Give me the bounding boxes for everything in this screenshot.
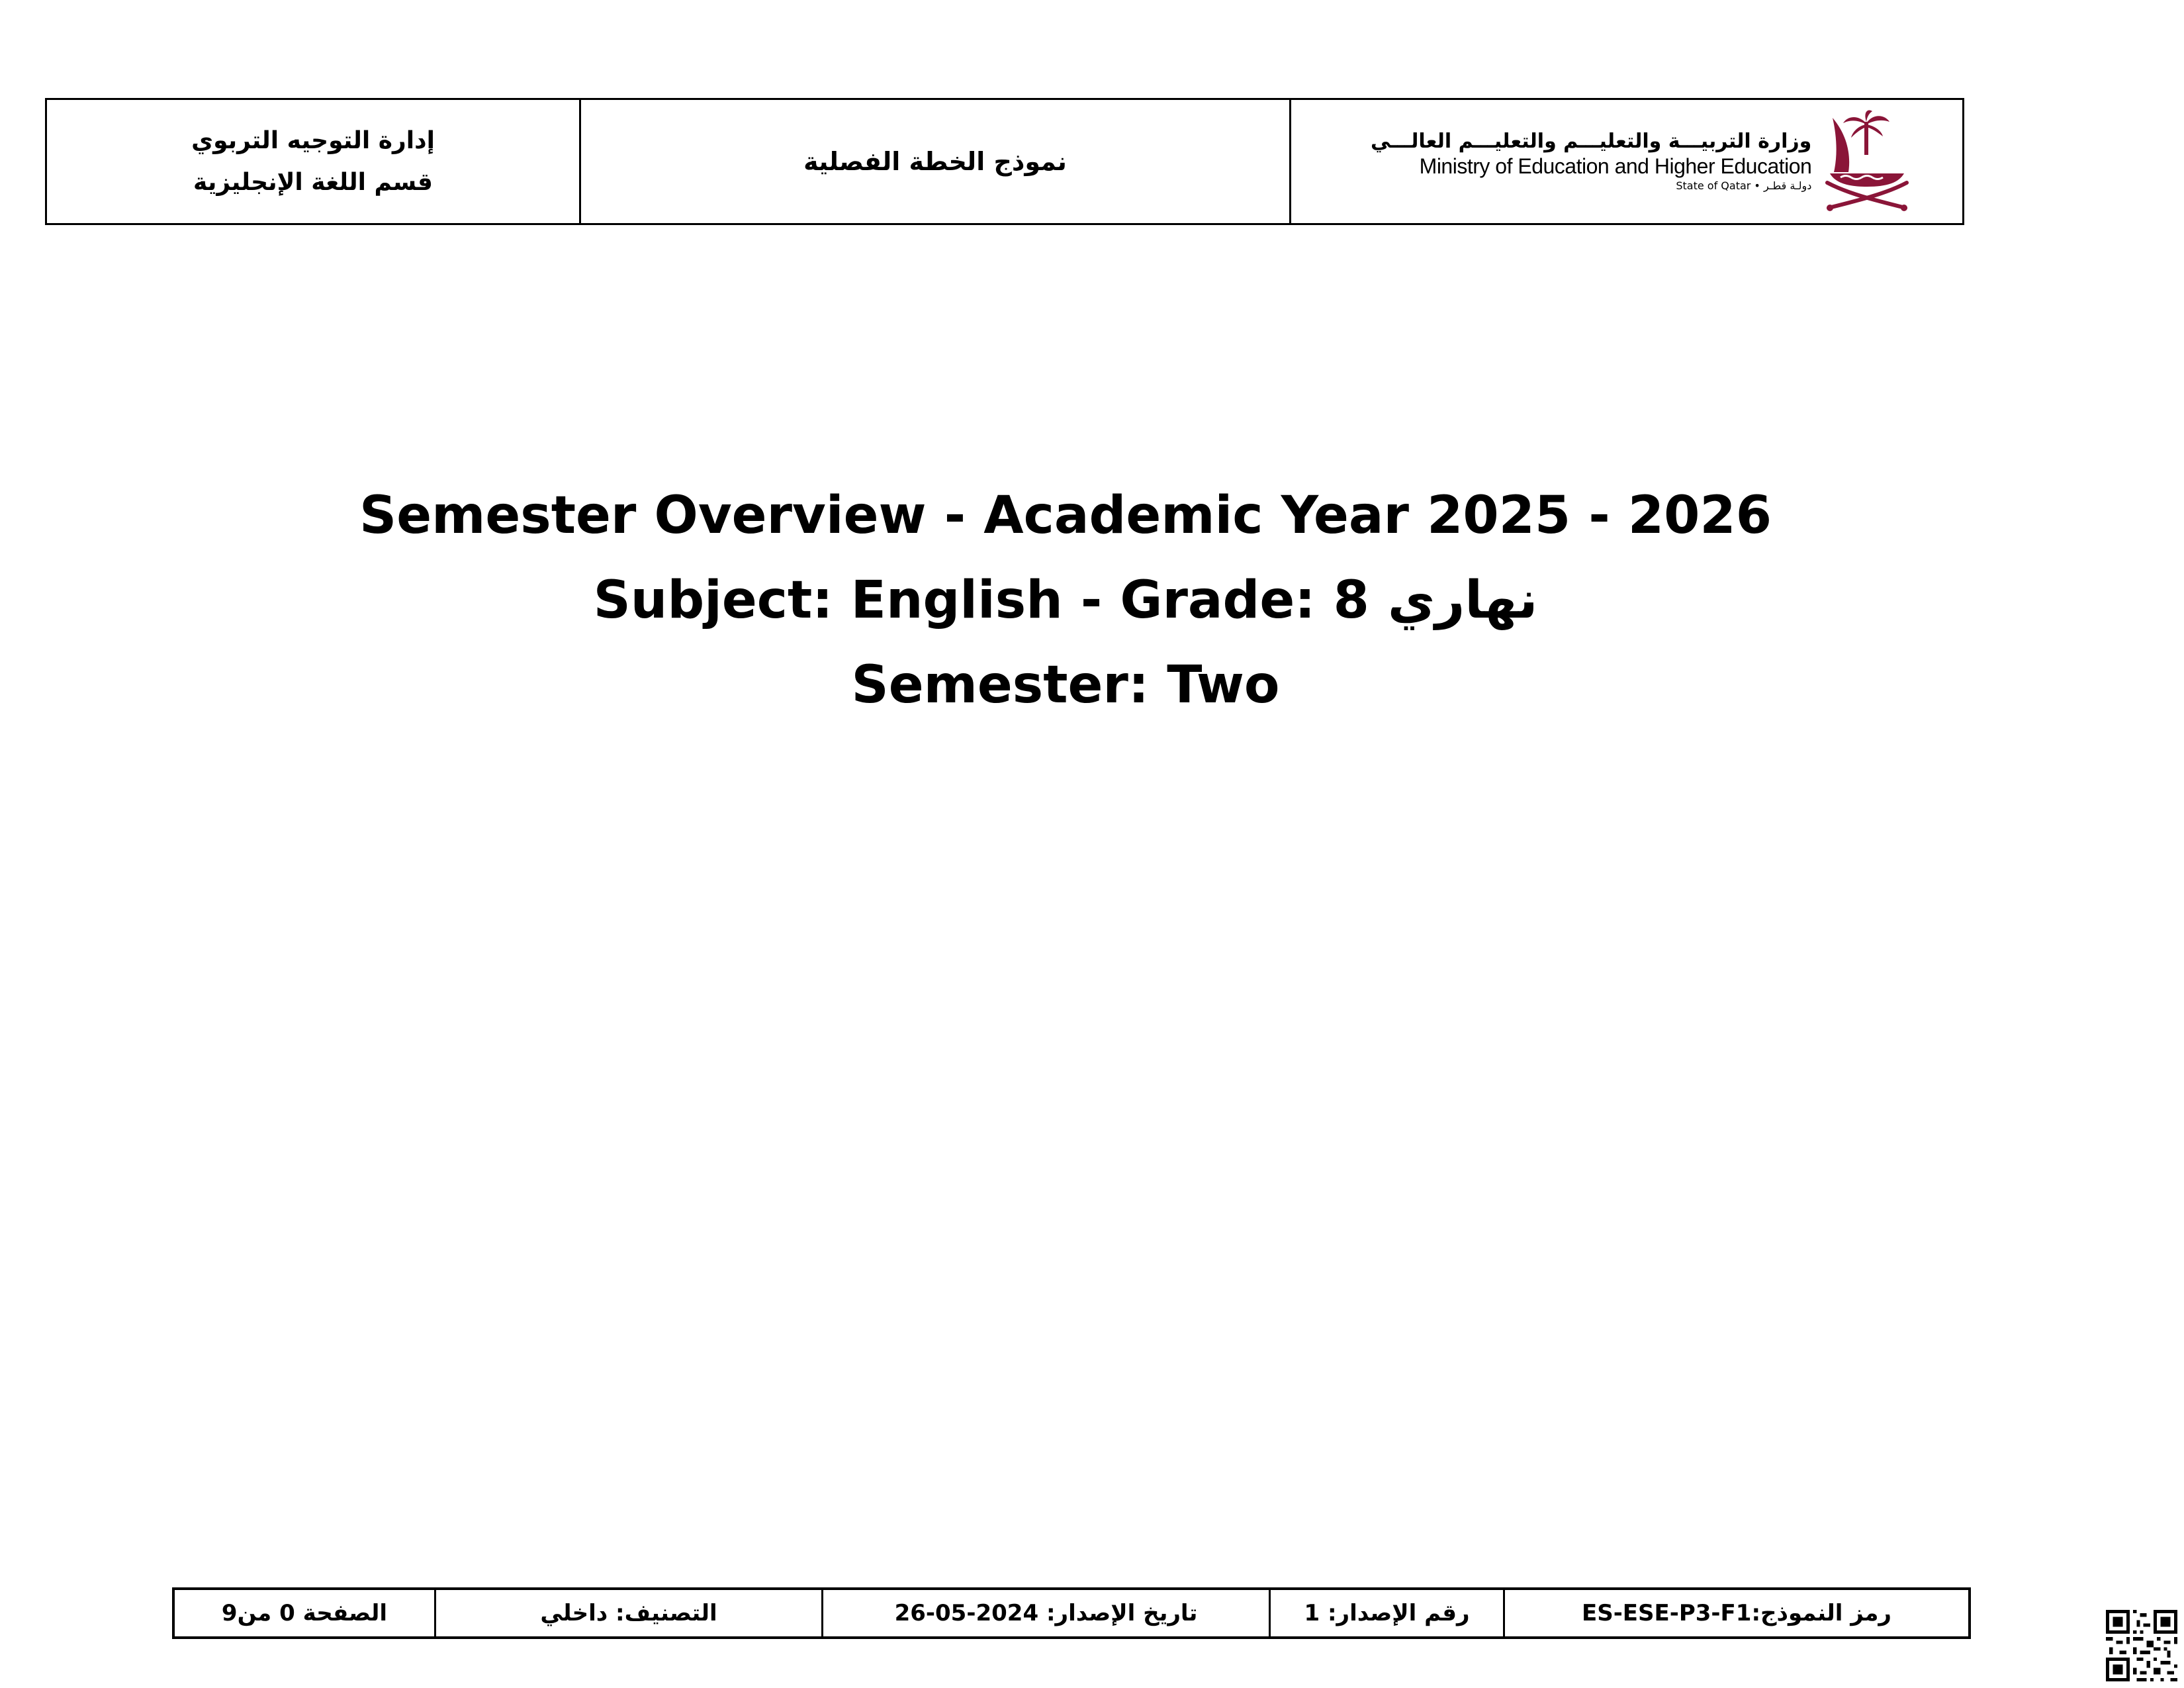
department-name: إدارة التوجيه التربوي: [191, 127, 435, 154]
document-title-block: [0, 473, 2131, 727]
page-number: الصفحة 0 من9: [175, 1590, 436, 1636]
title-subject-grade: [0, 558, 2131, 643]
section-name: قسم اللغة الإنجليزية: [193, 169, 433, 196]
qatar-emblem-icon: [1821, 109, 1913, 214]
qr-code-icon: [2106, 1610, 2177, 1681]
subject-grade-text: Subject: English - Grade: 8: [593, 571, 1369, 630]
version-number: رقم الإصدار: 1: [1271, 1590, 1505, 1636]
department-cell: [47, 100, 579, 223]
state-label: State of Qatar • دولـة قطـر: [1676, 179, 1812, 192]
issue-date: تاريخ الإصدار: 2024-05-26: [823, 1590, 1271, 1636]
ministry-name-ar: وزارة التربيـــة والتعليـــم والتعليـــم العالـــي: [1371, 130, 1812, 153]
classification: التصنيف: داخلي: [436, 1590, 823, 1636]
ministry-name-en: Ministry of Education and Higher Education: [1419, 154, 1812, 178]
form-title-cell: [579, 100, 1289, 223]
form-title: نموذج الخطة الفصلية: [803, 147, 1067, 176]
header-table: [45, 98, 1964, 225]
ministry-logo: [1371, 109, 1913, 214]
form-code: رمز النموذج:ES-ESE-P3-F1: [1581, 1600, 1892, 1626]
footer-table: [172, 1587, 1971, 1639]
shift-label: نهاري: [1387, 571, 1538, 630]
ministry-logo-cell: [1289, 100, 1962, 223]
title-academic-year: Semester Overview - Academic Year 2025 - 2026: [359, 486, 1772, 545]
title-semester: Semester: Two: [851, 655, 1280, 715]
